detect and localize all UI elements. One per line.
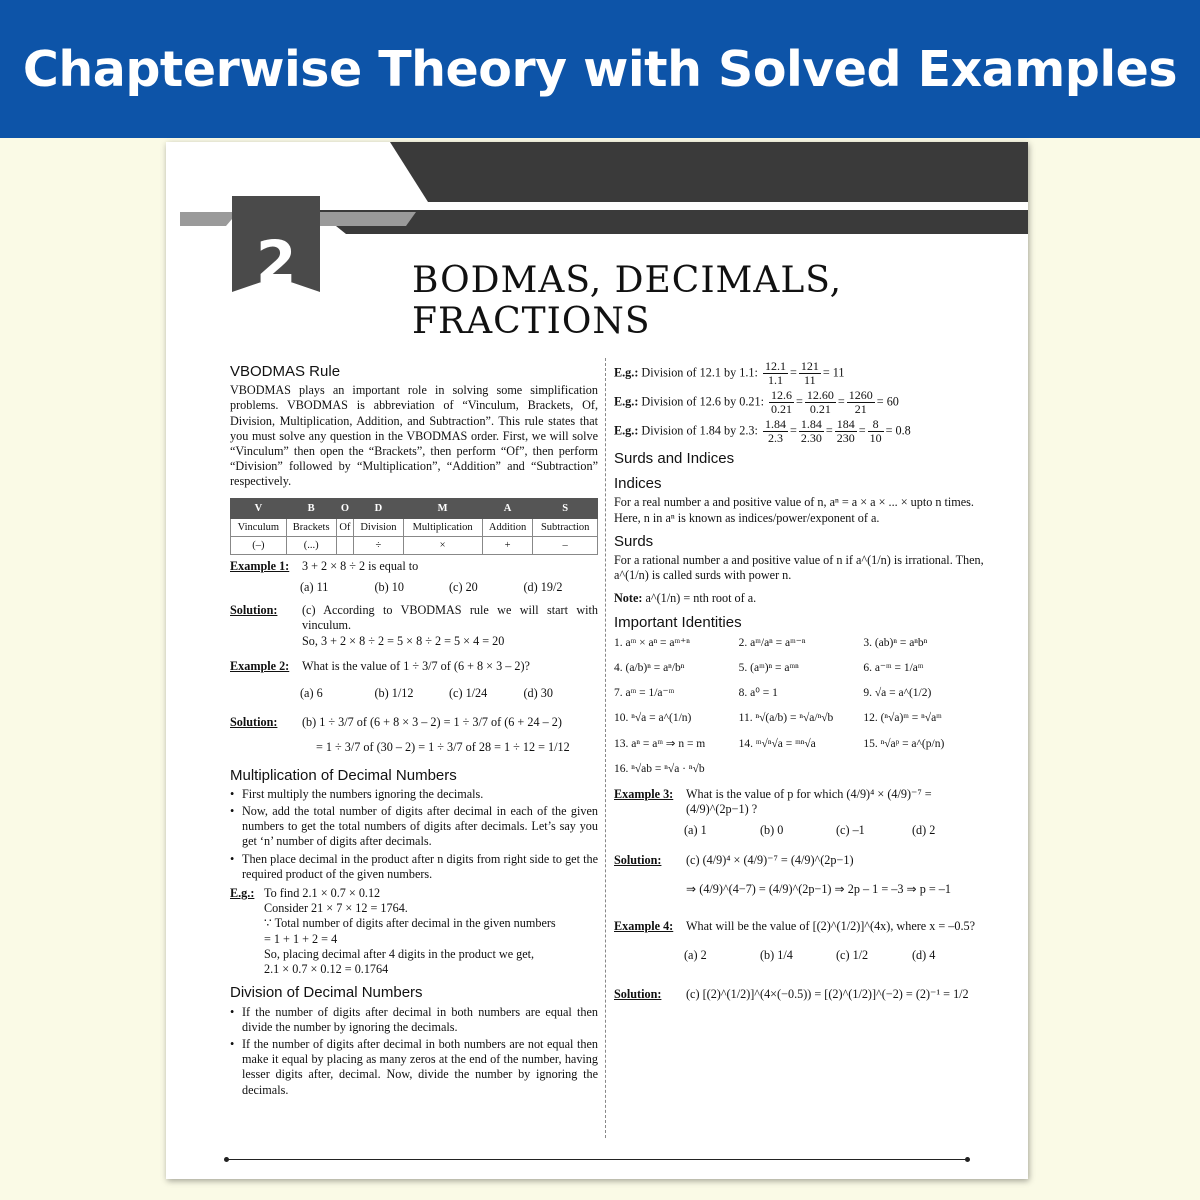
solution-1-label: Solution: [230,603,278,618]
decimal-example-line: 2.1 × 0.7 × 0.12 = 0.1764 [264,962,389,977]
left-column [230,358,598,1100]
multiplication-list [230,787,598,882]
solution-1 [230,603,598,649]
solution-2-line1: (b) 1 ÷ 3/7 of (6 + 8 × 3 – 2) = 1 ÷ 3/7 of (6 + 24 – 2) [302,715,562,730]
identity-item: 9. √a = a^(1/2) [863,687,932,700]
solution-4 [614,987,988,1002]
table-cell: Vinculum [231,518,287,536]
list-item: • Then place decimal in the product after n digits from right side to get the required product of the given numbers. [230,852,598,882]
decimal-example-line: = 1 + 1 + 2 = 4 [264,931,338,946]
table-cell: – [533,536,598,554]
example-2-label: Example 2: [230,658,290,673]
identity-item: 5. (aᵐ)ⁿ = aᵐⁿ [738,662,799,675]
identity-item: 8. a⁰ = 1 [738,687,778,700]
example-1 [230,559,598,574]
option-c: (c) 1/2 [836,948,869,963]
division-example-3: E.g.: Division of 1.84 by 2.3: $\frac{1.84}{2.3}$ = $\frac{1.84}{2.30}$ = $\frac{184}{230}$ = $\frac{8}{10}$ = 0.8 [614,417,911,445]
option-c: (c) 1/24 [449,686,488,701]
table-cell: × [403,536,482,554]
table-cell: Addition [482,518,533,536]
list-item: • Now, add the total number of digits after decimal in each of the given numbers to get the total numbers of digits after decimals. Let’s say you get ‘n’ number of digits after decimals. [230,804,598,850]
indices-heading: Indices [614,475,662,493]
denominator: 21 [854,402,867,416]
identity-item: 1. aᵐ × aⁿ = aᵐ⁺ⁿ [614,636,690,649]
solution-3-line1: (c) (4/9)⁴ × (4/9)⁻⁷ = (4/9)^(2p−1) [686,852,854,867]
example-1-label: Example 1: [230,558,290,573]
note-label: Note: [614,591,643,606]
table-cell: Division [354,518,403,536]
example-3 [614,787,988,817]
identities-heading: Important Identities [614,613,742,631]
table-header-cell: A [482,498,533,518]
surds-heading: Surds [614,532,654,550]
eg-label: E.g.: [614,394,639,409]
table-header-cell: S [533,498,598,518]
solution-3-label: Solution: [614,852,662,867]
solution-1-line2: So, 3 + 2 × 8 ÷ 2 = 5 × 8 ÷ 2 = 5 × 4 = 20 [302,633,505,648]
vbodmas-table [230,498,598,555]
vbodmas-text: VBODMAS plays an important role in solving some simplification problems. VBODMAS is abbreviation of “Vinculum, Brackets, Of, Division, Multiplication, Addition, and Subtraction”. This rule states that you must solve any question in the VBODMAS order. First, we will solve “Vinculum” then open the “Brackets”, then perform “Of”, then perform “Division” followed by “Multiplication”, “Addition” and “Subtraction” respectively. [230,383,598,489]
footer-dot [965,1157,970,1162]
page-footer-rule [226,1159,968,1160]
option-b: (b) 10 [374,580,404,595]
table-cell: + [482,536,533,554]
note-text: a^(1/n) = nth root of a. [645,591,757,606]
right-column [614,358,988,1003]
solution-2-label: Solution: [230,715,278,730]
option-a: (a) 11 [300,580,329,595]
result: = 0.8 [885,423,911,438]
option-a: (a) 1 [684,823,707,838]
example-2 [230,659,598,674]
solution-3 [614,853,988,897]
vbodmas-heading: VBODMAS Rule [230,363,341,380]
option-a: (a) 2 [684,948,707,963]
identity-item: 3. (ab)ⁿ = aⁿbⁿ [863,636,928,649]
table-header-cell: O [336,498,354,518]
example-4-options [614,934,988,967]
result: = 60 [876,394,899,409]
option-a: (a) 6 [300,686,323,701]
solution-2 [230,715,598,755]
eg-text: Division of 12.6 by 0.21: [641,394,764,409]
denominator: 2.30 [800,431,822,445]
example-1-question: 3 + 2 × 8 ÷ 2 is equal to [302,558,419,573]
top-banner [0,0,1200,138]
option-d: (d) 19/2 [523,580,563,595]
example-3-question: What is the value of p for which (4/9)⁴ × (4/9)⁻⁷ = (4/9)^(2p−1) ? [686,787,932,817]
decimal-example [230,886,598,977]
table-cell: ÷ [354,536,403,554]
solution-4-line1: (c) [(2)^(1/2)]^(4×(−0.5)) = [(2)^(1/2)]^(−2) = (2)⁻¹ = 1/2 [686,987,969,1002]
chapter-number: 2 [256,228,297,296]
option-d: (d) 4 [912,948,936,963]
division-heading: Division of Decimal Numbers [230,984,423,1002]
decimal-example-line: ∵ Total number of digits after decimal in the given numbers [264,916,556,931]
identity-item: 16. ⁿ√ab = ⁿ√a · ⁿ√b [614,762,705,775]
table-cell: Multiplication [403,518,482,536]
column-divider [605,358,606,1138]
numerator: 184 [836,417,855,431]
note [614,591,988,606]
identity-item: 10. ⁿ√a = a^(1/n) [614,712,692,725]
eg-label: E.g.: [614,365,639,380]
option-c: (c) –1 [836,823,865,838]
denominator: 2.3 [767,431,783,445]
example-4-label: Example 4: [614,919,674,934]
banner-title: Chapterwise Theory with Solved Examples [22,40,1178,98]
decimal-example-label: E.g.: [230,886,255,901]
numerator: 12.1 [764,359,786,373]
surds-indices-heading: Surds and Indices [614,450,735,467]
numerator: 12.6 [771,388,793,402]
denominator: 0.21 [771,402,793,416]
decimal-example-line: To find 2.1 × 0.7 × 0.12 [264,886,381,901]
table-header-cell: V [231,498,287,518]
eg-text: Division of 1.84 by 2.3: [641,423,758,438]
denominator: 10 [869,431,882,445]
example-2-options [230,674,598,705]
identity-item: 4. (a/b)ⁿ = aⁿ/bⁿ [614,662,685,675]
solution-3-line2: ⇒ (4/9)^(4−7) = (4/9)^(2p−1) ⇒ 2p – 1 = –3 ⇒ p = –1 [686,881,951,896]
identity-item: 14. ᵐ√ⁿ√a = ᵐⁿ√a [738,737,816,750]
division-list [230,1005,598,1098]
example-4-question: What will be the value of [(2)^(1/2)]^(4x), where x = –0.5? [686,919,976,934]
option-d: (d) 30 [523,686,553,701]
denominator: 0.21 [809,402,831,416]
table-cell: Of [336,518,354,536]
identity-item: 15. ⁿ√aᵖ = a^(p/n) [863,737,945,750]
denominator: 1.1 [767,373,783,387]
eg-text: Division of 12.1 by 1.1: [641,365,758,380]
book-page [166,142,1028,1179]
numerator: 1.84 [800,417,822,431]
table-cell: (–) [231,536,287,554]
option-c: (c) 20 [449,580,478,595]
identity-item: 6. a⁻ᵐ = 1/aᵐ [863,662,924,675]
example-3-options [614,817,988,842]
list-item: • If the number of digits after decimal in both numbers are not equal then make it equal by placing as many zeros at the end of the number, having lesser digits after, decimal. Now, divide the number by ignoring the decimals. [230,1037,598,1098]
list-item: • First multiply the numbers ignoring the decimals. [230,787,598,802]
numerator: 1.84 [764,417,786,431]
multiplication-heading: Multiplication of Decimal Numbers [230,766,457,784]
table-header-cell: B [286,498,336,518]
option-b: (b) 1/4 [760,948,793,963]
list-item: • If the number of digits after decimal in both numbers are equal then divide the number by ignoring the decimals. [230,1005,598,1035]
numerator: 12.60 [806,388,834,402]
table-cell [336,536,354,554]
solution-1-line1: (c) According to VBODMAS rule we will start with vinculum. [302,603,598,633]
denominator: 11 [804,373,816,387]
surds-text: For a rational number a and positive value of n if a^(1/n) is irrational. Then, a^(1/n) is called surds with power n. [614,553,984,583]
table-cell: (...) [286,536,336,554]
result: = 11 [822,365,845,380]
division-example-2: E.g.: Division of 12.6 by 0.21: $\frac{12.6}{0.21}$ = $\frac{12.60}{0.21}$ = $\frac{1260}{21}$ = 60 [614,388,899,416]
numerator: 121 [800,359,819,373]
option-d: (d) 2 [912,823,936,838]
example-2-question: What is the value of 1 ÷ 3/7 of (6 + 8 × 3 – 2)? [302,658,530,673]
identities-grid [614,636,988,777]
identity-item: 11. ⁿ√(a/b) = ⁿ√a/ⁿ√b [738,712,834,725]
solution-4-label: Solution: [614,987,662,1002]
decimal-example-line: Consider 21 × 7 × 12 = 1764. [264,901,408,916]
example-1-options [230,574,598,599]
chapter-title: BODMAS, DECIMALS, FRACTIONS [412,260,843,342]
table-cell: Subtraction [533,518,598,536]
indices-text: For a real number a and positive value of n, aⁿ = a × a × ... × upto n times. Here, n in aⁿ is known as indices/power/exponent of a. [614,495,974,525]
numerator: 1260 [848,388,873,402]
division-example-1: E.g.: Division of 12.1 by 1.1: $\frac{12.1}{1.1}$ = $\frac{121}{11}$ = 11 [614,359,845,387]
table-header-cell: M [403,498,482,518]
decimal-example-line: So, placing decimal after 4 digits in the product we get, [264,946,535,961]
identity-item: 13. aⁿ = aᵐ ⇒ n = m [614,737,706,750]
table-header-cell: D [354,498,403,518]
footer-dot [224,1157,229,1162]
eg-label: E.g.: [614,423,639,438]
solution-2-line2: = 1 ÷ 3/7 of (30 – 2) = 1 ÷ 3/7 of 28 = 1 ÷ 12 = 1/12 [316,740,570,755]
identity-item: 2. aᵐ/aⁿ = aᵐ⁻ⁿ [738,636,806,649]
identity-item: 12. (ⁿ√a)ᵐ = ⁿ√aᵐ [863,712,942,725]
table-cell: Brackets [286,518,336,536]
example-3-label: Example 3: [614,787,674,802]
option-b: (b) 0 [760,823,784,838]
numerator: 8 [868,418,884,432]
identity-item: 7. aᵐ = 1/a⁻ᵐ [614,687,675,700]
example-4 [614,919,988,934]
denominator: 230 [836,431,855,445]
option-b: (b) 1/12 [374,686,414,701]
